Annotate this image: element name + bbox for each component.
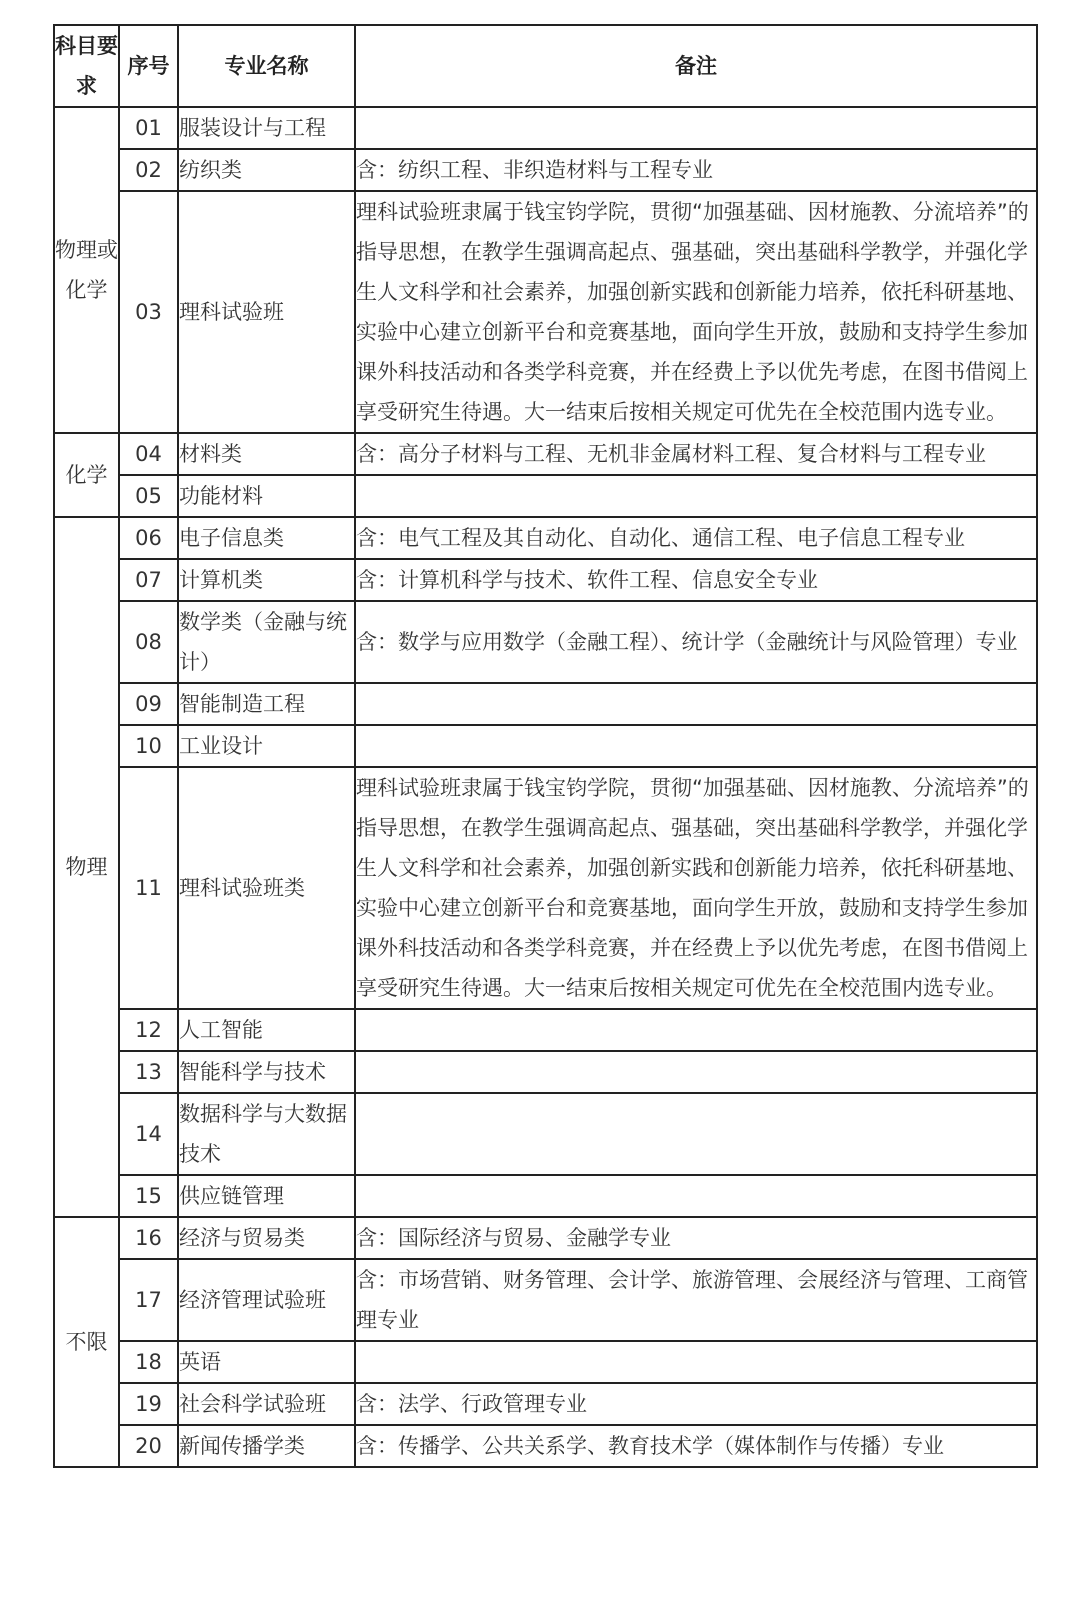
- table-row: [54, 191, 1037, 433]
- seq-cell: 03: [119, 191, 178, 433]
- note-cell: 含：传播学、公共关系学、教育技术学（媒体制作与传播）专业: [355, 1425, 1037, 1467]
- header-subject-requirement: 科目要求: [54, 25, 119, 107]
- major-name-cell: 数学类（金融与统计）: [178, 601, 355, 683]
- major-name-cell: 计算机类: [178, 559, 355, 601]
- major-name-cell: 功能材料: [178, 475, 355, 517]
- group-cell-physics: 物理: [54, 517, 119, 1217]
- seq-cell: 19: [119, 1383, 178, 1425]
- table-row: [54, 1009, 1037, 1051]
- seq-cell: 06: [119, 517, 178, 559]
- major-name-cell: 纺织类: [178, 149, 355, 191]
- seq-cell: 13: [119, 1051, 178, 1093]
- note-cell: 含：市场营销、财务管理、会计学、旅游管理、会展经济与管理、工商管理专业: [355, 1259, 1037, 1341]
- note-cell: [355, 1093, 1037, 1175]
- seq-cell: 05: [119, 475, 178, 517]
- group-cell-chemistry: 化学: [54, 433, 119, 517]
- major-name-cell: 经济与贸易类: [178, 1217, 355, 1259]
- group-cell-physics-or-chemistry: 物理或化学: [54, 107, 119, 433]
- note-cell: [355, 1009, 1037, 1051]
- note-cell: [355, 1051, 1037, 1093]
- note-cell: [355, 107, 1037, 149]
- major-name-cell: 经济管理试验班: [178, 1259, 355, 1341]
- note-cell: 理科试验班隶属于钱宝钧学院，贯彻“加强基础、因材施教、分流培养”的指导思想，在教学生强调高起点、强基础，突出基础科学教学，并强化学生人文科学和社会素养，加强创新实践和创新能力培养，依托科研基地、实验中心建立创新平台和竞赛基地，面向学生开放，鼓励和支持学生参加课外科技活动和各类学科竞赛，并在经费上予以优先考虑，在图书借阅上享受研究生待遇。大一结束后按相关规定可优先在全校范围内选专业。: [355, 767, 1037, 1009]
- note-cell: 含：计算机科学与技术、软件工程、信息安全专业: [355, 559, 1037, 601]
- seq-cell: 20: [119, 1425, 178, 1467]
- major-name-cell: 服装设计与工程: [178, 107, 355, 149]
- note-cell: 含：法学、行政管理专业: [355, 1383, 1037, 1425]
- major-name-cell: 数据科学与大数据技术: [178, 1093, 355, 1175]
- table-row: [54, 517, 1037, 559]
- table-row: [54, 601, 1037, 683]
- note-cell: 理科试验班隶属于钱宝钧学院，贯彻“加强基础、因材施教、分流培养”的指导思想，在教学生强调高起点、强基础，突出基础科学教学，并强化学生人文科学和社会素养，加强创新实践和创新能力培养，依托科研基地、实验中心建立创新平台和竞赛基地，面向学生开放，鼓励和支持学生参加课外科技活动和各类学科竞赛，并在经费上予以优先考虑，在图书借阅上享受研究生待遇。大一结束后按相关规定可优先在全校范围内选专业。: [355, 191, 1037, 433]
- major-name-cell: 材料类: [178, 433, 355, 475]
- table-row: [54, 725, 1037, 767]
- seq-cell: 11: [119, 767, 178, 1009]
- major-name-cell: 理科试验班: [178, 191, 355, 433]
- table-row: [54, 1175, 1037, 1217]
- note-cell: [355, 725, 1037, 767]
- seq-cell: 18: [119, 1341, 178, 1383]
- major-name-cell: 新闻传播学类: [178, 1425, 355, 1467]
- table-row: [54, 1259, 1037, 1341]
- header-seq: 序号: [119, 25, 178, 107]
- seq-cell: 07: [119, 559, 178, 601]
- major-name-cell: 供应链管理: [178, 1175, 355, 1217]
- seq-cell: 02: [119, 149, 178, 191]
- seq-cell: 12: [119, 1009, 178, 1051]
- table-row: [54, 767, 1037, 1009]
- major-name-cell: 工业设计: [178, 725, 355, 767]
- note-cell: 含：国际经济与贸易、金融学专业: [355, 1217, 1037, 1259]
- table-row: [54, 433, 1037, 475]
- table-row: [54, 1093, 1037, 1175]
- note-cell: [355, 683, 1037, 725]
- table-row: [54, 559, 1037, 601]
- seq-cell: 16: [119, 1217, 178, 1259]
- note-cell: [355, 1175, 1037, 1217]
- table-row: [54, 149, 1037, 191]
- header-row: [54, 25, 1037, 107]
- note-cell: [355, 1341, 1037, 1383]
- seq-cell: 17: [119, 1259, 178, 1341]
- major-name-cell: 人工智能: [178, 1009, 355, 1051]
- seq-cell: 15: [119, 1175, 178, 1217]
- seq-cell: 01: [119, 107, 178, 149]
- note-cell: 含：高分子材料与工程、无机非金属材料工程、复合材料与工程专业: [355, 433, 1037, 475]
- table-row: [54, 1425, 1037, 1467]
- table-row: [54, 683, 1037, 725]
- seq-cell: 14: [119, 1093, 178, 1175]
- group-cell-unrestricted: 不限: [54, 1217, 119, 1467]
- header-note: 备注: [355, 25, 1037, 107]
- table-row: [54, 1341, 1037, 1383]
- seq-cell: 08: [119, 601, 178, 683]
- seq-cell: 09: [119, 683, 178, 725]
- seq-cell: 10: [119, 725, 178, 767]
- table-row: [54, 1383, 1037, 1425]
- note-cell: 含：电气工程及其自动化、自动化、通信工程、电子信息工程专业: [355, 517, 1037, 559]
- table-row: [54, 1217, 1037, 1259]
- major-name-cell: 英语: [178, 1341, 355, 1383]
- header-major-name: 专业名称: [178, 25, 355, 107]
- table-row: [54, 107, 1037, 149]
- table-row: [54, 1051, 1037, 1093]
- major-name-cell: 社会科学试验班: [178, 1383, 355, 1425]
- note-cell: 含：纺织工程、非织造材料与工程专业: [355, 149, 1037, 191]
- major-name-cell: 理科试验班类: [178, 767, 355, 1009]
- table-row: [54, 475, 1037, 517]
- major-name-cell: 电子信息类: [178, 517, 355, 559]
- major-name-cell: 智能科学与技术: [178, 1051, 355, 1093]
- seq-cell: 04: [119, 433, 178, 475]
- major-table: [53, 24, 1038, 1468]
- major-name-cell: 智能制造工程: [178, 683, 355, 725]
- note-cell: 含：数学与应用数学（金融工程）、统计学（金融统计与风险管理）专业: [355, 601, 1037, 683]
- note-cell: [355, 475, 1037, 517]
